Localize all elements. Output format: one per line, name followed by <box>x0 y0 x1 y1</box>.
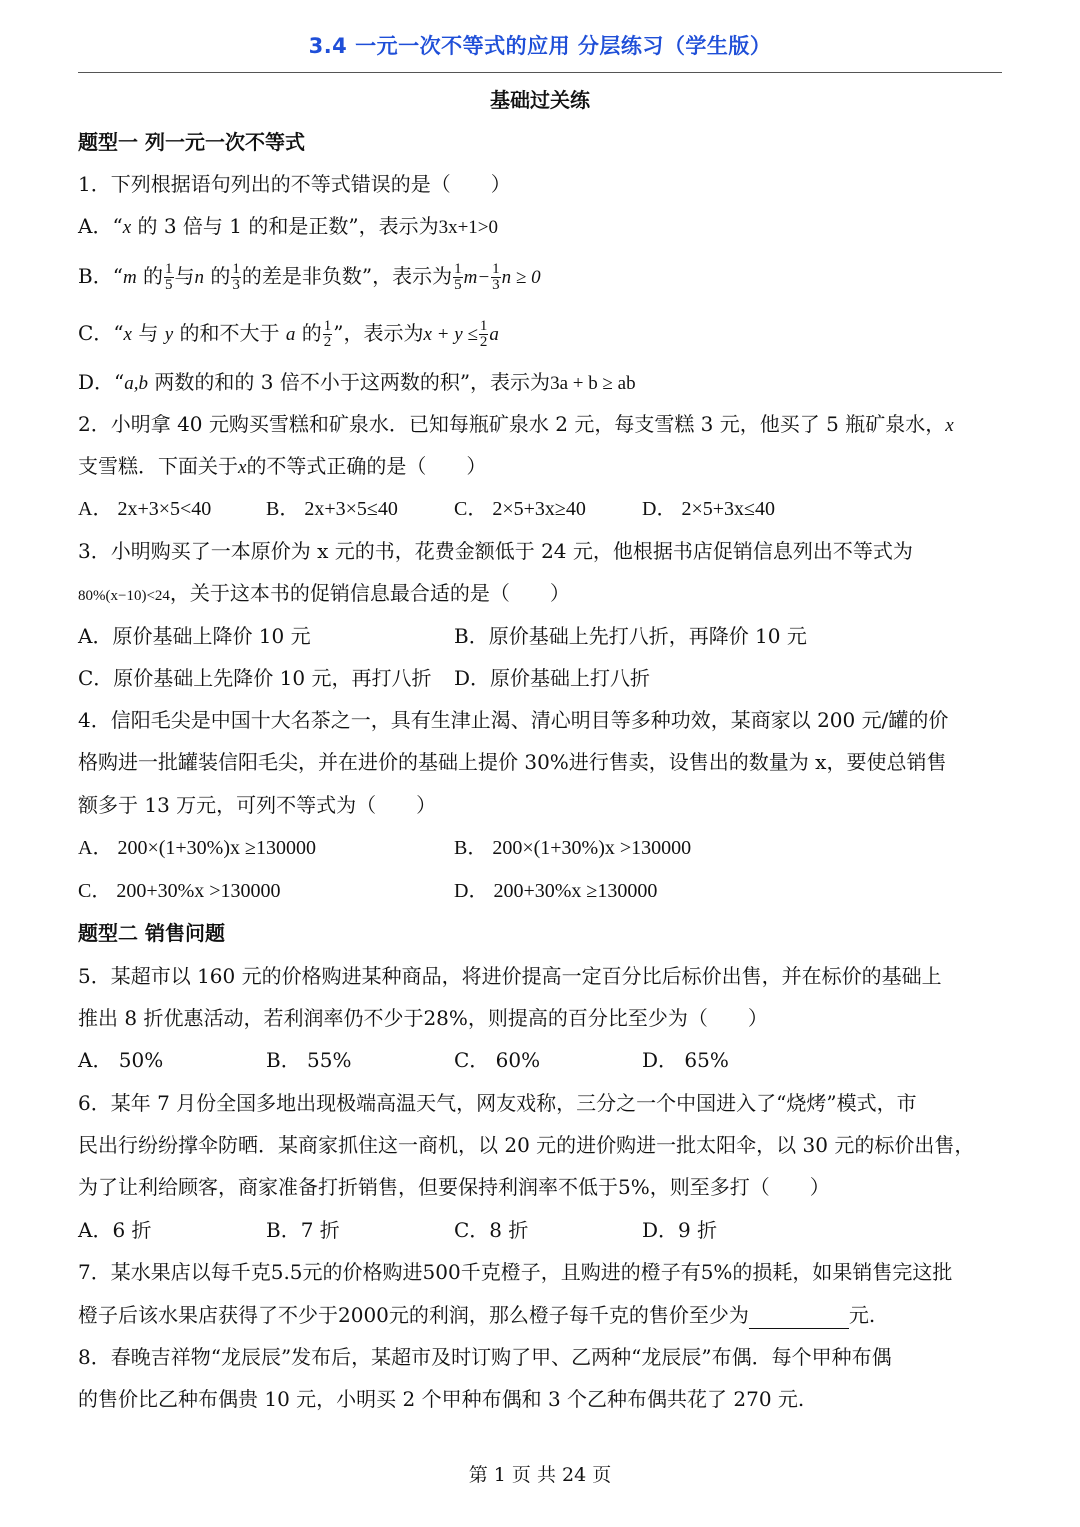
q4-stem-line1: 4．信阳毛尖是中国十大名茶之一，具有生津止渴、清心明目等多种功效，某商家以 200 元/罐的价 <box>78 708 949 732</box>
q3-option-a: A．原价基础上降价 10 元 <box>78 624 311 648</box>
q1-option-c: C．“x 与 y 的和不大于 a 的 $\frac{1}{2}$ ”，表示为x + y ≤ $\frac{1}{2}$ a <box>78 318 499 350</box>
q4-option-d: D． 200+30%x ≥130000 <box>454 880 658 902</box>
fraction: $\frac{1}{5}$ <box>454 261 462 293</box>
q1-option-a: A．“x 的 3 倍与 1 的和是正数”，表示为3x+1>0 <box>78 214 499 238</box>
q6-option-b: B．7 折 <box>266 1218 340 1242</box>
q6-stem-line1: 6．某年 7 月份全国多地出现极端高温天气，网友戏称，三分之一个中国进入了“烧烤”模式，市 <box>78 1091 917 1115</box>
q5-stem-line2: 推出 8 折优惠活动，若利润率仍不少于28%，则提高的百分比至少为（ ） <box>78 1006 768 1030</box>
q5-option-d: D． 65% <box>642 1048 729 1072</box>
q5-stem-line1: 5．某超市以 160 元的价格购进某种商品，将进价提高一定百分比后标价出售，并在标价的基础上 <box>78 964 942 988</box>
q5-option-b: B． 55% <box>266 1048 352 1072</box>
q2-option-d: D． 2×5+3x≤40 <box>642 498 775 520</box>
q7-stem-line2: 橙子后该水果店获得了不少于2000元的利润，那么橙子每千克的售价至少为 元. <box>78 1303 876 1327</box>
q2-stem-line2: 支雪糕．下面关于x的不等式正确的是（ ） <box>78 454 487 478</box>
q4-option-b: B． 200×(1+30%)x >130000 <box>454 837 692 859</box>
page-title: 3.4 一元一次不等式的应用 分层练习（学生版） <box>308 34 772 58</box>
q3-stem-line2: 80%(x−10)<24，关于这本书的促销信息最合适的是（ ） <box>78 581 570 605</box>
q8-stem-line1: 8．春晚吉祥物“龙辰辰”发布后，某超市及时订购了甲、乙两种“龙辰辰”布偶．每个甲种布偶 <box>78 1345 892 1369</box>
q6-option-d: D．9 折 <box>642 1218 718 1242</box>
q1-option-d: D．“a,b 两数的和的 3 倍不小于这两数的积”，表示为3a + b ≥ ab <box>78 370 636 394</box>
fraction: $\frac{1}{3}$ <box>492 261 500 293</box>
answer-blank <box>749 1308 849 1329</box>
q8-stem-line2: 的售价比乙种布偶贵 10 元，小明买 2 个甲种布偶和 3 个乙种布偶共花了 270 元. <box>78 1387 805 1411</box>
q2-option-c: C． 2×5+3x≥40 <box>454 498 586 520</box>
q4-option-a: A． 200×(1+30%)x ≥130000 <box>78 837 316 859</box>
page-footer: 第 1 页 共 24 页 <box>468 1464 612 1486</box>
q2-option-a: A． 2x+3×5<40 <box>78 498 212 520</box>
q4-stem-line2: 格购进一批罐装信阳毛尖，并在进价的基础上提价 30%进行售卖，设售出的数量为 x，要使总销售 <box>78 750 947 774</box>
q3-option-d: D．原价基础上打八折 <box>454 666 651 690</box>
fraction: $\frac{1}{3}$ <box>232 261 240 293</box>
type2-heading: 题型二 销售问题 <box>78 921 225 945</box>
header-divider <box>78 72 1002 73</box>
q3-stem-line1: 3．小明购买了一本原价为 x 元的书，花费金额低于 24 元，他根据书店促销信息列出不等式为 <box>78 539 913 563</box>
type1-heading: 题型一 列一元一次不等式 <box>78 130 305 154</box>
q3-option-c: C．原价基础上先降价 10 元，再打八折 <box>78 666 432 690</box>
q6-option-a: A．6 折 <box>78 1218 152 1242</box>
fraction: $\frac{1}{5}$ <box>165 261 173 293</box>
q1-stem: 1．下列根据语句列出的不等式错误的是（ ） <box>78 172 511 196</box>
q4-option-c: C． 200+30%x >130000 <box>78 880 281 902</box>
q5-option-a: A． 50% <box>78 1048 164 1072</box>
q6-stem-line3: 为了让利给顾客，商家准备打折销售，但要保持利润率不低于5%，则至多打（ ） <box>78 1175 830 1199</box>
q5-option-c: C． 60% <box>454 1048 541 1072</box>
fraction: $\frac{1}{2}$ <box>479 318 488 350</box>
fraction: $\frac{1}{2}$ <box>323 318 332 350</box>
q3-option-b: B．原价基础上先打八折，再降价 10 元 <box>454 624 807 648</box>
section-title: 基础过关练 <box>490 88 590 112</box>
q4-stem-line3: 额多于 13 万元，可列不等式为（ ） <box>78 793 437 817</box>
q6-option-c: C．8 折 <box>454 1218 529 1242</box>
q2-stem-line1: 2．小明拿 40 元购买雪糕和矿泉水．已知每瓶矿泉水 2 元，每支雪糕 3 元，他买了 5 瓶矿泉水，x <box>78 412 954 436</box>
q1-option-b: B．“m 的 $\frac{1}{5}$ 与n 的 $\frac{1}{3}$ 的差是非负数”，表示为 $\frac{1}{5}$ m− $\frac{1}{3}$ n ≥ 0 <box>78 261 541 293</box>
q7-stem-line1: 7．某水果店以每千克5.5元的价格购进500千克橙子，且购进的橙子有5%的损耗，如果销售完这批 <box>78 1260 953 1284</box>
q2-option-b: B． 2x+3×5≤40 <box>266 498 398 520</box>
q6-stem-line2: 民出行纷纷撑伞防晒．某商家抓住这一商机，以 20 元的进价购进一批太阳伞，以 30 元的标价出售， <box>78 1133 975 1157</box>
